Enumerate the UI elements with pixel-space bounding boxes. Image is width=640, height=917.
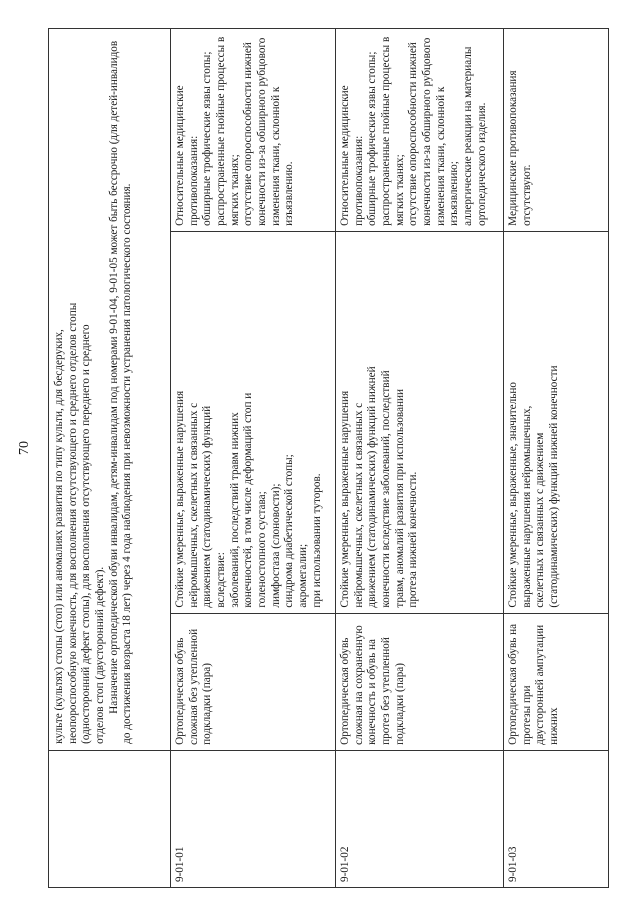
contra-line: обширные трофические язвы стопы; xyxy=(201,51,214,226)
indication-line: движением (статодинамических) функций xyxy=(201,405,214,608)
document-sheet xyxy=(48,28,608,888)
row-contraindications xyxy=(336,29,504,232)
contra-line: распространенные гнойные процессы в xyxy=(214,36,227,226)
note-line: отделов стоп (двусторонний дефект). xyxy=(93,566,106,744)
note-line: культе (культях) стопы (стоп) или аномалиях развития по типу культи, для беcдерукиx, xyxy=(53,329,65,744)
row-name: Ортопедическая обувь на протезы при двусторонней ампутации нижних xyxy=(504,613,609,750)
row-indications xyxy=(171,231,336,613)
contra-line: конечности из-за обширного рубцового xyxy=(420,37,433,226)
rotated-table-container xyxy=(48,28,608,888)
contra-line: мягких тканях; xyxy=(228,154,241,226)
table-row xyxy=(171,29,336,888)
note-cell xyxy=(49,29,171,751)
indication-line: скелетных и связанных с движением xyxy=(534,432,547,608)
row-name: Ортопедическая обувь сложная на сохраненную конечность и обувь на протез без утепленной подкладки (пара) xyxy=(336,613,504,750)
indication-line: конечностей, в том числе деформаций стоп и xyxy=(242,392,255,608)
indication-line: синдрома диабетической стопы; xyxy=(283,454,296,608)
note-paragraph: Назначение ортопедической обуви инвалидам, детям-инвалидам под номерами 9-01-04, 9-01-05 может быть бессрочно (для детей-инвалидов до достижения возраста 18 лет) через 4 года наблюдения при невозможности устранения патологического состояния. xyxy=(107,40,134,744)
indication-line: Стойкие умеренные, выраженные, значительно xyxy=(507,382,519,608)
indication-line: движением (статодинамических) функций нижней xyxy=(366,366,379,608)
row-code: 9-01-01 xyxy=(171,750,336,887)
page-number: 70 xyxy=(17,441,32,455)
indication-line: протеза нижней конечности. xyxy=(407,471,420,608)
indication-line: лимфостаза (слоновости); xyxy=(269,483,282,608)
indication-line: при использовании туторов. xyxy=(310,473,323,608)
contra-line: противопоказания: xyxy=(352,135,365,226)
indication-line: вследствие: xyxy=(214,552,227,608)
table-row-note xyxy=(49,29,171,888)
row-code: 9-01-02 xyxy=(336,750,504,887)
row-indications xyxy=(336,231,504,613)
indication-line: Стойкие умеренные, выраженные нарушения xyxy=(174,390,186,608)
indication-line: Стойкие умеренные, выраженные нарушения xyxy=(339,390,351,608)
indication-line: заболеваний, последствий травм нижних xyxy=(228,412,241,608)
row-indications xyxy=(504,231,609,613)
contra-line: обширные трофические язвы стопы; xyxy=(366,51,379,226)
contra-line: отсутствие опороспособности нижней xyxy=(242,42,255,226)
contra-line: аллергические реакции на материалы xyxy=(461,46,474,226)
rehab-devices-table xyxy=(48,28,609,888)
contra-line: изъязвлению; xyxy=(448,161,461,226)
contra-line: изменения ткани, склонной к xyxy=(269,86,282,226)
row-contraindications xyxy=(171,29,336,232)
contra-line: противопоказания: xyxy=(187,135,200,226)
contra-line: распространенные гнойные процессы в xyxy=(379,36,392,226)
contra-line: отсутствуют. xyxy=(520,164,533,226)
contra-line: отсутствие опороспособности нижней xyxy=(407,42,420,226)
contra-line: конечности из-за обширного рубцового xyxy=(255,37,268,226)
table-row xyxy=(336,29,504,888)
indication-line: конечности вследствие заболеваний, последствий xyxy=(379,370,392,608)
table-row xyxy=(504,29,609,888)
note-line: (односторонний дефект стопы), для восполнения отсутствующего переднего и среднего xyxy=(80,324,93,744)
indication-line: травм, аномалий развития при использовании xyxy=(393,389,406,608)
indication-line: (статодинамических) функций нижней конечности xyxy=(547,365,560,608)
contra-line: Медицинские противопоказания xyxy=(507,70,519,226)
row-name: Ортопедическая обувь сложная без утепленной подкладки (пара) xyxy=(171,613,336,750)
row-contraindications xyxy=(504,29,609,232)
contra-line: Относительные медицинские xyxy=(174,85,186,226)
indication-line: голеностопного сустава; xyxy=(255,491,268,608)
row-code: 9-01-03 xyxy=(504,750,609,887)
contra-line: Относительные медицинские xyxy=(339,85,351,226)
contra-line: изъязвлению. xyxy=(283,161,296,226)
indication-line: нейромышечных, скелетных и связанных с xyxy=(352,402,365,608)
indication-line: нейромышечных, скелетных и связанных с xyxy=(187,402,200,608)
contra-line: мягких тканях; xyxy=(393,154,406,226)
indication-line: акромегалии; xyxy=(296,543,309,608)
contra-line: ортопедического изделия. xyxy=(475,102,488,226)
note-line: неопороспособную конечность, для восполнения отсутствующего и среднего отделов стопы xyxy=(66,302,79,744)
contra-line: изменения ткани, склонной к xyxy=(434,86,447,226)
empty-code-cell xyxy=(49,750,171,887)
indication-line: выраженные нарушения нейромышечных, xyxy=(520,405,533,608)
